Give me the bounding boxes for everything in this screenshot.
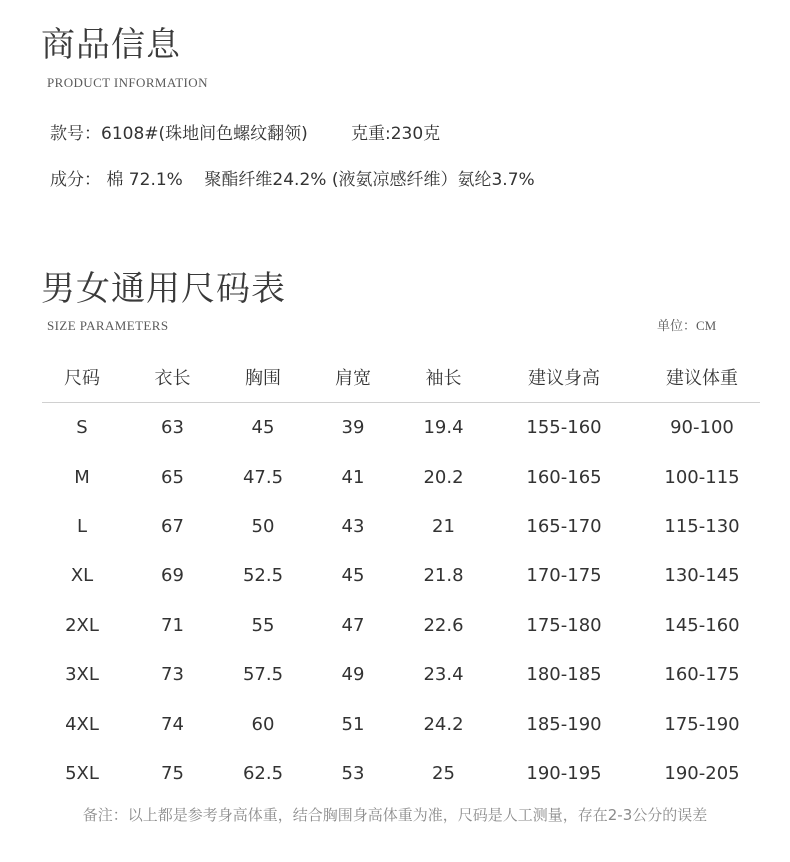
- cell-height: 155-160: [526, 417, 602, 439]
- cell-height: 185-190: [526, 713, 602, 735]
- table-row: [42, 650, 760, 699]
- header-height: 建议身高: [484, 352, 644, 403]
- cell-size: 4XL: [65, 713, 99, 735]
- cell-sleeve: 20.2: [423, 466, 464, 488]
- cell-chest: 60: [251, 713, 275, 735]
- cell-sleeve: 24.2: [423, 713, 464, 735]
- cell-size: 3XL: [65, 664, 99, 686]
- cell-shoulder: 49: [341, 664, 365, 686]
- cell-sleeve: 23.4: [423, 664, 464, 686]
- cell-shoulder: 51: [341, 713, 365, 735]
- style-weight-line: 款号：6108#(珠地间色螺纹翻领) 克重:230克: [50, 124, 441, 144]
- table-header-row: [42, 352, 760, 403]
- product-info-subtitle: PRODUCT INFORMATION: [47, 75, 208, 90]
- cell-size: M: [74, 466, 90, 488]
- note-text: 备注：以上都是参考身高体重，结合胸围身高体重为准，尺码是人工测量，存在2-3公分的误差: [82, 806, 708, 824]
- cell-size: XL: [70, 565, 94, 587]
- header-length: 衣长: [122, 352, 223, 403]
- cell-weight: 175-190: [664, 713, 740, 735]
- header-size: 尺码: [42, 352, 122, 403]
- cell-chest: 57.5: [242, 664, 284, 686]
- cell-shoulder: 41: [341, 466, 365, 488]
- cell-length: 71: [161, 614, 184, 636]
- cell-sleeve: 19.4: [423, 417, 464, 439]
- header-shoulder: 肩宽: [303, 352, 403, 403]
- cell-shoulder: 43: [341, 515, 365, 537]
- cell-chest: 55: [251, 614, 275, 636]
- table-row: [42, 452, 760, 501]
- cell-chest: 50: [251, 515, 275, 537]
- header-sleeve: 袖长: [403, 352, 484, 403]
- table-row: [42, 699, 760, 748]
- cell-shoulder: 47: [341, 614, 365, 636]
- product-info-title: 商品信息: [41, 25, 181, 65]
- cell-chest: 62.5: [242, 762, 284, 784]
- cell-sleeve: 21.8: [423, 565, 464, 587]
- size-chart-subtitle: SIZE PARAMETERS: [47, 318, 169, 333]
- cell-size: 5XL: [65, 762, 99, 784]
- table-row: [42, 502, 760, 551]
- cell-shoulder: 53: [341, 762, 365, 784]
- cell-weight: 130-145: [664, 565, 740, 587]
- cell-size: S: [76, 417, 88, 439]
- cell-chest: 45: [251, 417, 275, 439]
- cell-height: 170-175: [526, 565, 602, 587]
- header-chest: 胸围: [223, 352, 303, 403]
- cell-length: 65: [161, 466, 184, 488]
- cell-chest: 47.5: [242, 466, 284, 488]
- table-row: [42, 551, 760, 600]
- composition-line: 成分： 棉 72.1% 聚酯纤维24.2% (液氨凉感纤维）氨纶3.7%: [50, 170, 535, 190]
- cell-length: 67: [161, 515, 184, 537]
- cell-length: 75: [161, 762, 184, 784]
- cell-sleeve: 22.6: [423, 614, 464, 636]
- unit-label: 单位：CM: [657, 318, 717, 333]
- size-table: [42, 352, 760, 798]
- cell-weight: 100-115: [664, 466, 740, 488]
- cell-length: 73: [161, 664, 184, 686]
- cell-shoulder: 39: [341, 417, 365, 439]
- cell-weight: 190-205: [664, 762, 740, 784]
- size-chart-title: 男女通用尺码表: [41, 269, 286, 309]
- table-row: [42, 403, 760, 453]
- table-row: [42, 749, 760, 798]
- cell-chest: 52.5: [242, 565, 284, 587]
- cell-height: 165-170: [526, 515, 602, 537]
- cell-height: 175-180: [526, 614, 602, 636]
- cell-sleeve: 21: [432, 515, 455, 537]
- cell-length: 69: [161, 565, 184, 587]
- cell-size: 2XL: [65, 614, 99, 636]
- cell-sleeve: 25: [432, 762, 455, 784]
- cell-weight: 145-160: [664, 614, 740, 636]
- cell-weight: 160-175: [664, 664, 740, 686]
- cell-size: L: [76, 515, 88, 537]
- cell-length: 63: [161, 417, 184, 439]
- cell-height: 160-165: [526, 466, 602, 488]
- cell-length: 74: [161, 713, 184, 735]
- cell-height: 190-195: [526, 762, 602, 784]
- header-weight: 建议体重: [644, 352, 760, 403]
- cell-shoulder: 45: [341, 565, 365, 587]
- cell-weight: 115-130: [664, 515, 740, 537]
- table-row: [42, 601, 760, 650]
- cell-weight: 90-100: [670, 417, 734, 439]
- cell-height: 180-185: [526, 664, 602, 686]
